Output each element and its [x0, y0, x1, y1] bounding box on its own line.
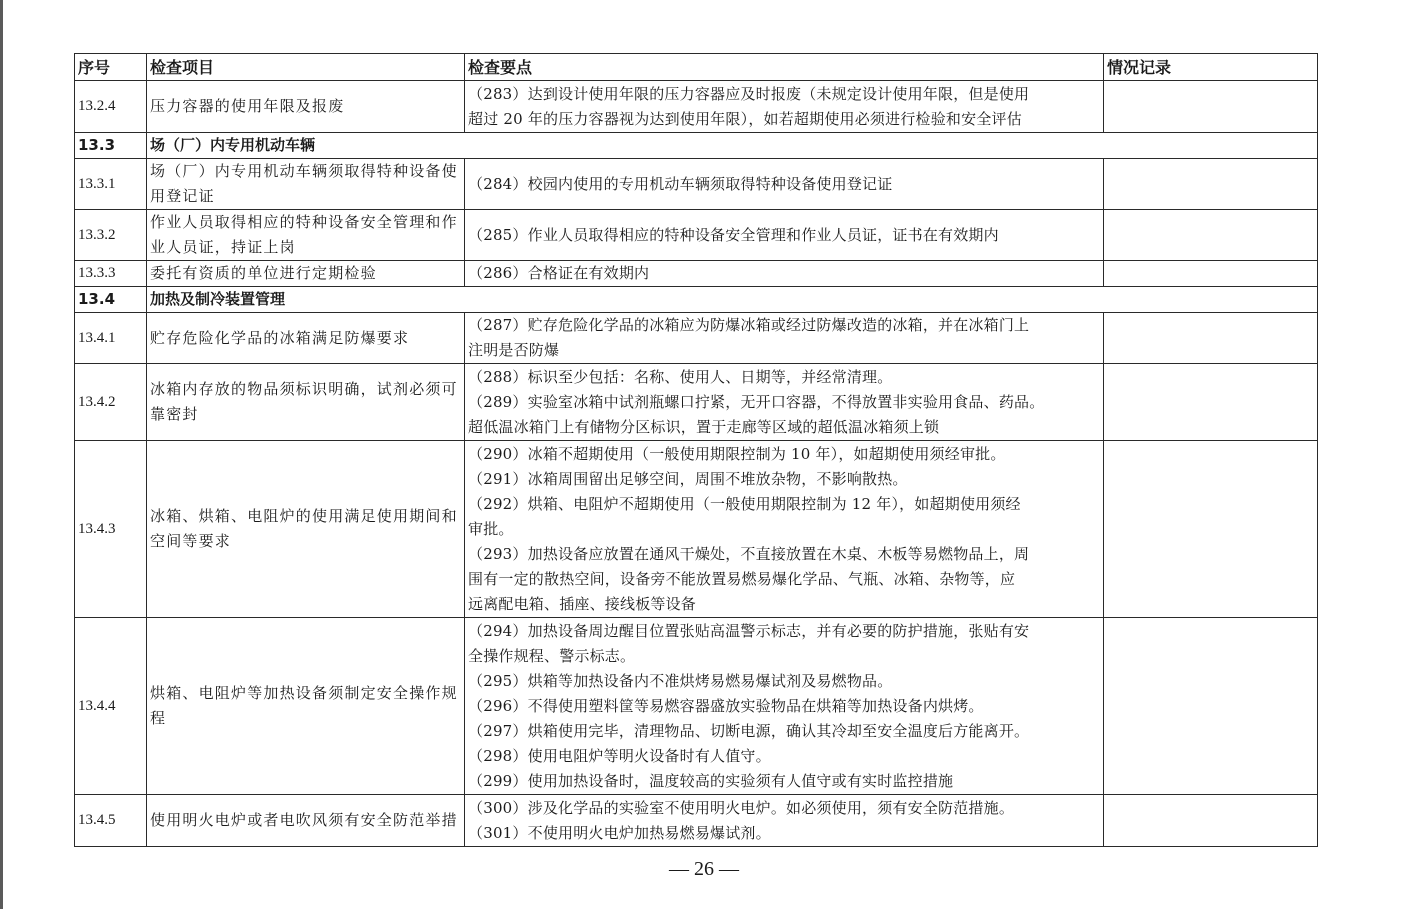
record-cell: [1104, 364, 1318, 441]
point-line: 围有一定的散热空间，设备旁不能放置易燃易爆化学品、气瓶、冰箱、杂物等，应: [468, 569, 1016, 588]
point-line: （283）达到设计使用年限的压力容器应及时报废（未规定设计使用年限，但是使用: [468, 84, 1030, 103]
point-line: （291）冰箱周围留出足够空间，周围不堆放杂物，不影响散热。: [468, 469, 908, 488]
table-row: [75, 364, 1318, 441]
row-number: 13.4.1: [75, 313, 147, 364]
table-row: [75, 81, 1318, 133]
section-number: 13.3: [75, 133, 147, 159]
section-row: [75, 133, 1318, 159]
check-points: [465, 795, 1104, 847]
table-row: [75, 795, 1318, 847]
point-line: （286）合格证在有效期内: [468, 264, 650, 282]
section-title: 加热及制冷装置管理: [147, 287, 1318, 313]
header-record: 情况记录: [1104, 54, 1318, 81]
check-points: [465, 81, 1104, 133]
point-line: （297）烘箱使用完毕，清理物品、切断电源，确认其冷却至安全温度后方能离开。: [468, 721, 1030, 740]
row-number: 13.2.4: [75, 81, 147, 133]
check-item: 作业人员取得相应的特种设备安全管理和作业人员证，持证上岗: [147, 210, 465, 261]
point-line: （296）不得使用塑料筐等易燃容器盛放实验物品在烘箱等加热设备内烘烤。: [468, 696, 984, 715]
point-line: （287）贮存危险化学品的冰箱应为防爆冰箱或经过防爆改造的冰箱，并在冰箱门上: [468, 316, 1030, 334]
table-row: [75, 618, 1318, 795]
point-line: （294）加热设备周边醒目位置张贴高温警示标志，并有必要的防护措施，张贴有安: [468, 621, 1030, 640]
header-points: 检查要点: [465, 54, 1104, 81]
check-points: [465, 159, 1104, 210]
row-number: 13.4.3: [75, 441, 147, 618]
page-number: — 26 —: [669, 858, 739, 880]
record-cell: [1104, 795, 1318, 847]
point-line: 注明是否防爆: [468, 341, 560, 359]
check-points: [465, 210, 1104, 261]
row-number: 13.3.3: [75, 261, 147, 287]
check-item: 冰箱、烘箱、电阻炉的使用满足使用期间和空间等要求: [147, 441, 465, 618]
point-line: 超过 20 年的压力容器视为达到使用年限），如若超期使用必须进行检验和安全评估: [468, 109, 1022, 128]
page-edge: [0, 0, 3, 909]
record-cell: [1104, 441, 1318, 618]
table-row: [75, 441, 1318, 618]
point-line: 远离配电箱、插座、接线板等设备: [468, 594, 697, 613]
point-line: （295）烘箱等加热设备内不准烘烤易燃易爆试剂及易燃物品。: [468, 671, 893, 690]
header-item: 检查项目: [147, 54, 465, 81]
record-cell: [1104, 313, 1318, 364]
check-points: [465, 313, 1104, 364]
check-points: [465, 364, 1104, 441]
point-line: （301）不使用明火电炉加热易燃易爆试剂。: [468, 823, 771, 842]
row-number: 13.4.5: [75, 795, 147, 847]
check-points: [465, 261, 1104, 287]
point-line: （300）涉及化学品的实验室不使用明火电炉。如必须使用，须有安全防范措施。: [468, 798, 1015, 817]
section-row: [75, 287, 1318, 313]
record-cell: [1104, 159, 1318, 210]
check-item: 委托有资质的单位进行定期检验: [147, 261, 465, 287]
point-line: （290）冰箱不超期使用（一般使用期限控制为 10 年），如超期使用须经审批。: [468, 444, 1006, 463]
point-line: （289）实验室冰箱中试剂瓶螺口拧紧，无开口容器，不得放置非实验用食品、药品。: [468, 392, 1045, 411]
row-number: 13.4.2: [75, 364, 147, 441]
row-number: 13.3.1: [75, 159, 147, 210]
inspection-table: [74, 53, 1318, 847]
table-row: [75, 159, 1318, 210]
point-line: （288）标识至少包括：名称、使用人、日期等，并经常清理。: [468, 367, 893, 386]
table-row: [75, 210, 1318, 261]
point-line: 全操作规程、警示标志。: [468, 646, 636, 665]
record-cell: [1104, 261, 1318, 287]
check-item: 压力容器的使用年限及报废: [147, 81, 465, 133]
header-row: [75, 54, 1318, 81]
row-number: 13.3.2: [75, 210, 147, 261]
point-line: （284）校园内使用的专用机动车辆须取得特种设备使用登记证: [468, 174, 893, 193]
header-seq: 序号: [75, 54, 147, 81]
table-row: [75, 313, 1318, 364]
section-number: 13.4: [75, 287, 147, 313]
record-cell: [1104, 81, 1318, 133]
table-row: [75, 261, 1318, 287]
check-item: 冰箱内存放的物品须标识明确，试剂必须可靠密封: [147, 364, 465, 441]
check-item: 场（厂）内专用机动车辆须取得特种设备使用登记证: [147, 159, 465, 210]
record-cell: [1104, 618, 1318, 795]
point-line: （293）加热设备应放置在通风干燥处，不直接放置在木桌、木板等易燃物品上，周: [468, 544, 1030, 563]
point-line: （299）使用加热设备时，温度较高的实验须有人值守或有实时监控措施: [468, 771, 954, 790]
section-title: 场（厂）内专用机动车辆: [147, 133, 1318, 159]
check-item: 贮存危险化学品的冰箱满足防爆要求: [147, 313, 465, 364]
row-number: 13.4.4: [75, 618, 147, 795]
point-line: 审批。: [468, 519, 514, 538]
check-points: [465, 441, 1104, 618]
record-cell: [1104, 210, 1318, 261]
point-line: （298）使用电阻炉等明火设备时有人值守。: [468, 746, 771, 765]
check-item: 使用明火电炉或者电吹风须有安全防范举措: [147, 795, 465, 847]
point-line: （292）烘箱、电阻炉不超期使用（一般使用期限控制为 12 年），如超期使用须经: [468, 494, 1021, 513]
check-item: 烘箱、电阻炉等加热设备须制定安全操作规程: [147, 618, 465, 795]
point-line: 超低温冰箱门上有储物分区标识，置于走廊等区域的超低温冰箱须上锁: [468, 417, 940, 436]
check-points: [465, 618, 1104, 795]
point-line: （285）作业人员取得相应的特种设备安全管理和作业人员证，证书在有效期内: [468, 225, 999, 244]
